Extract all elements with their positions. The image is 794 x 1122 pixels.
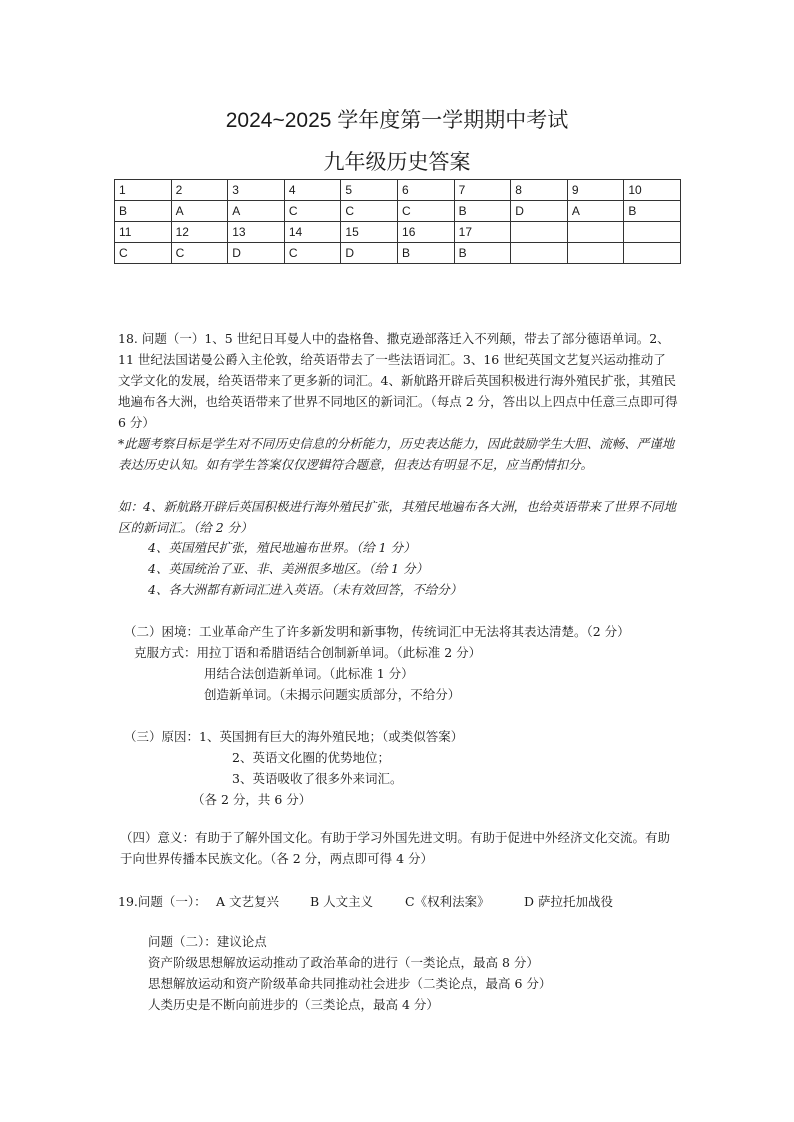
table-cell: A [567,201,624,222]
q19-argument-3: 人类历史是不断向前进步的（三类论点，最高 4 分） [148,997,439,1012]
table-cell: 13 [228,222,285,243]
table-cell [624,243,681,264]
exam-subtitle: 九年级历史答案 [323,151,471,174]
table-cell: 4 [284,180,341,201]
q19-option-c: C《权利法案》 [405,894,490,909]
q18-example-4: 4、各大洲都有新词汇进入英语。（未有效回答，不给分） [148,582,463,597]
q18-part4: （四）意义：有助于了解外国文化。有助于学习外国先进文明。有助于促进中外经济文化交流。有助于向世界传播本民族文化。（各 2 分，两点即可得 4 分） [120,830,671,866]
exam-title: 2024~2025 学年度第一学期期中考试 [225,109,569,132]
q18-note: *此题考察目标是学生对不同历史信息的分析能力，历史表达能力，因此鼓励学生大胆、流畅、严谨地表达历史认知。如有学生答案仅仅逻辑符合题意，但表达有明显不足，应当酌情扣分。 [118,436,675,472]
q19-part2-title: 问题（二）：建议论点 [148,934,267,949]
table-cell: 10 [624,180,681,201]
q18-example-2: 4、英国殖民扩张，殖民地遍布世界。（给 1 分） [148,540,416,555]
table-cell: 9 [567,180,624,201]
table-cell [624,222,681,243]
table-cell [511,222,568,243]
table-cell: 15 [341,222,398,243]
q19-option-b: B 人文主义 [310,894,374,909]
table-cell: 12 [171,222,228,243]
table-cell [567,222,624,243]
table-cell [511,243,568,264]
q19-option-d: D 萨拉托加战役 [524,894,613,909]
q18-example: 如：4、新航路开辟后英国积极进行海外殖民扩张，其殖民地遍布各大洲，也给英语带来了世界不同地区的新词汇。（给 2 分） [118,499,676,535]
table-cell: D [511,201,568,222]
q18-part3-reason-1: （三）原因：1、英国拥有巨大的海外殖民地；（或类似答案） [124,729,464,744]
table-cell: 14 [284,222,341,243]
table-cell: B [454,201,511,222]
q18-part2-method-2: 用结合法创造新单词。（此标准 1 分） [204,666,414,681]
q18-part3-score: （各 2 分，共 6 分） [192,792,312,807]
table-row [115,201,681,222]
table-cell: A [171,201,228,222]
table-cell: C [341,201,398,222]
table-cell: B [398,243,455,264]
table-cell: C [398,201,455,222]
q18-part2-method-3: 创造新单词。（未揭示问题实质部分，不给分） [204,687,461,702]
q18-part2-dilemma: （二）困境：工业革命产生了许多新发明和新事物，传统词汇中无法将其表达清楚。（2 分） [124,624,630,639]
table-cell: 5 [341,180,398,201]
table-cell: 2 [171,180,228,201]
q19-option-a: A 文艺复兴 [216,894,280,909]
table-cell: C [284,243,341,264]
table-cell: 1 [115,180,172,201]
answer-table [114,179,681,264]
q19-label: 19.问题（一）： [118,894,207,909]
q18-part1: 18. 问题（一）1、5 世纪日耳曼人中的盎格鲁、撒克逊部落迁入不列颠，带去了部分德语单词。2、11 世纪法国诺曼公爵入主伦敦，给英语带去了一些法语词汇。3、16 世纪英国文艺复兴运动推动了文学文化的发展，给英语带来了更多新的词汇。4、新航路开辟后英国积极进行海外殖民扩张，其殖民地遍布各大洲，也给英语带来了世界不同地区的新词汇。（每点 2 分，答出以上四点中任意三点即可得 6 分） [118,331,678,430]
table-cell: B [624,201,681,222]
table-cell [567,243,624,264]
table-cell: D [341,243,398,264]
q18-example-3: 4、英国统治了亚、非、美洲很多地区。（给 1 分） [148,561,429,576]
table-cell: 3 [228,180,285,201]
q19-argument-2: 思想解放运动和资产阶级革命共同推动社会进步（二类论点，最高 6 分） [148,976,552,991]
q18-part3-reason-2: 2、英语文化圈的优势地位； [232,750,390,765]
table-cell: C [171,243,228,264]
table-cell: D [228,243,285,264]
table-cell: B [454,243,511,264]
table-cell: 16 [398,222,455,243]
table-row [115,243,681,264]
table-cell: 8 [511,180,568,201]
q18-part3-reason-3: 3、英语吸收了很多外来词汇。 [232,771,403,786]
q19-argument-1: 资产阶级思想解放运动推动了政治革命的进行（一类论点，最高 8 分） [148,955,539,970]
table-cell: 6 [398,180,455,201]
table-cell: A [228,201,285,222]
table-row [115,180,681,201]
table-cell: B [115,201,172,222]
table-cell: 17 [454,222,511,243]
table-cell: 11 [115,222,172,243]
table-cell: C [115,243,172,264]
table-row [115,222,681,243]
table-cell: 7 [454,180,511,201]
table-cell: C [284,201,341,222]
q18-part2-method: 克服方式：用拉丁语和希腊语结合创制新单词。（此标准 2 分） [134,645,482,660]
